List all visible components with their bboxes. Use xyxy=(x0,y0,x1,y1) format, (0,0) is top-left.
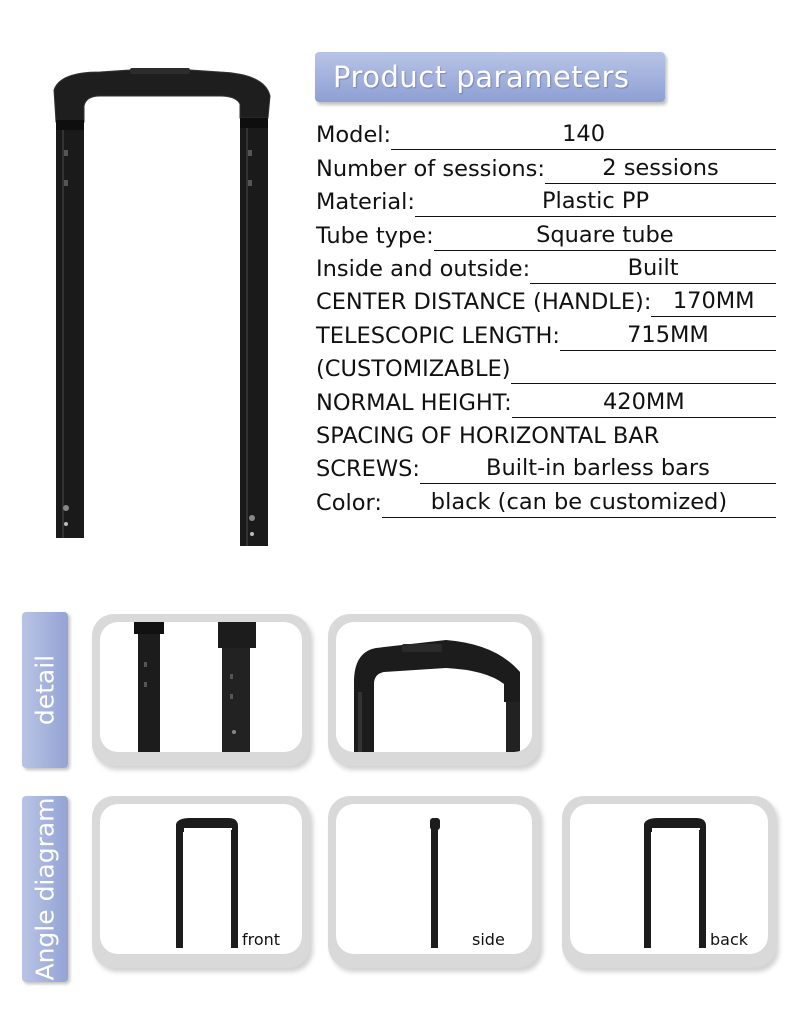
param-value: 170MM xyxy=(651,288,776,317)
side-caption: side xyxy=(472,930,505,949)
param-value: 715MM xyxy=(560,322,776,351)
detail-section-tab xyxy=(22,612,68,768)
param-label: (CUSTOMIZABLE) xyxy=(316,356,511,383)
param-normal-height xyxy=(316,384,776,417)
detail-section-label: detail xyxy=(30,654,60,726)
param-label: Model: xyxy=(316,122,392,149)
param-label: TELESCOPIC LENGTH: xyxy=(316,322,560,349)
param-label: SCREWS: xyxy=(316,456,420,483)
param-model xyxy=(316,117,776,150)
param-underline xyxy=(511,383,776,384)
param-value: 420MM xyxy=(512,389,776,418)
angle-card-side xyxy=(328,796,540,968)
param-material xyxy=(316,184,776,217)
param-value: Square tube xyxy=(434,222,776,251)
param-value: Built-in barless bars xyxy=(420,455,776,484)
param-tube-type xyxy=(316,217,776,250)
param-value: 140 xyxy=(391,121,776,150)
param-customizable xyxy=(316,351,776,384)
param-value: 2 sessions xyxy=(545,155,776,184)
param-label: Material: xyxy=(316,189,415,216)
product-parameters-title: Product parameters xyxy=(315,52,665,102)
param-color xyxy=(316,484,776,517)
angle-diagram-label: Angle diagram xyxy=(30,797,60,981)
param-label: Color: xyxy=(316,489,382,516)
tube-closeup-image xyxy=(100,622,302,752)
angle-card-front xyxy=(92,796,310,968)
detail-card-tubes xyxy=(92,614,310,766)
detail-card-grip xyxy=(328,614,540,766)
parameter-list xyxy=(316,117,776,518)
back-caption: back xyxy=(710,930,749,949)
grip-closeup-image xyxy=(336,622,532,752)
angle-diagram-section-tab xyxy=(22,796,68,982)
param-label: Inside and outside: xyxy=(316,255,531,282)
param-label: Number of sessions: xyxy=(316,155,545,182)
param-value: black (can be customized) xyxy=(382,489,776,518)
param-value: Plastic PP xyxy=(415,188,776,217)
param-sessions xyxy=(316,150,776,183)
param-telescopic-length xyxy=(316,317,776,350)
param-spacing xyxy=(316,418,776,451)
front-caption: front xyxy=(242,930,281,949)
param-label: CENTER DISTANCE (HANDLE): xyxy=(316,289,652,316)
param-label: Tube type: xyxy=(316,222,434,249)
trolley-handle-illustration xyxy=(40,60,280,550)
param-label: NORMAL HEIGHT: xyxy=(316,389,512,416)
param-center-distance xyxy=(316,284,776,317)
angle-card-back xyxy=(562,796,776,968)
param-inside-outside xyxy=(316,251,776,284)
param-value: Built xyxy=(530,255,776,284)
param-label: SPACING OF HORIZONTAL BAR xyxy=(316,422,660,449)
param-screws xyxy=(316,451,776,484)
